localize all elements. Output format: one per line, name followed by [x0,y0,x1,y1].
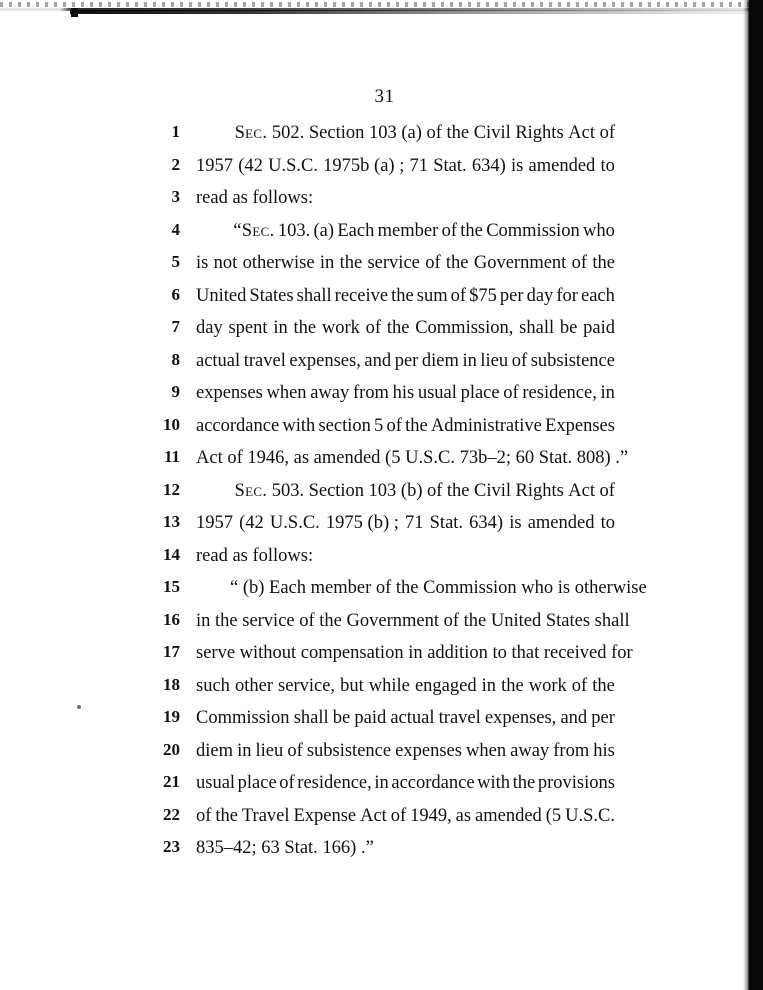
word: Government [473,253,567,273]
word: expenses, [289,350,361,371]
word: 634) [469,513,504,533]
line-number: 21 [163,772,180,791]
word: accordance [391,773,475,793]
word: Act [568,123,595,143]
word: is [509,513,522,533]
word: away [510,740,550,761]
word: but [340,675,364,696]
word: of [503,383,519,403]
word: Commission [196,708,290,728]
text-line [0,803,763,836]
word: his [392,383,415,403]
word: of [425,253,441,273]
word: when [266,383,307,403]
line-number: 7 [171,317,180,336]
word: the [339,253,363,273]
word: such [196,675,230,696]
scan-top-shadow-artifact [70,10,750,14]
word: Rights [515,123,564,143]
word: and [364,350,392,371]
line-content: Act of 1946, as amended (5 U.S.C. 73b–2; 60 Stat. 808) .” [196,448,629,468]
word: shall [296,285,332,306]
word: Sec. [234,480,268,501]
word: per [394,350,419,371]
word: with [282,415,316,436]
word: is [196,253,209,273]
word: diem [421,350,459,371]
line-text [196,543,615,569]
line-number: 12 [163,479,180,499]
text-line [0,478,763,511]
word: the [501,675,524,696]
word: expenses [395,740,462,761]
word: 71 [405,513,424,533]
word: each [580,285,615,306]
text-line [0,218,763,251]
text-line [0,283,763,316]
word: Civil [473,480,511,501]
word: $75 [469,285,497,306]
line-number: 6 [171,284,180,304]
text-line [0,575,763,608]
text-line [0,608,763,641]
word: receive [334,285,389,306]
word: 71 [409,155,429,176]
word: 1957 [196,513,233,533]
text-line [0,445,763,478]
word: per [591,708,615,728]
word: travel [243,350,286,371]
scan-top-corner-mark [71,8,78,17]
line-text [196,803,615,829]
word: Stat. [433,155,467,176]
word: the [293,318,317,338]
line-text [196,445,629,471]
text-line [0,250,763,283]
word: the [446,480,470,501]
word: in [273,318,288,338]
word: section [318,415,371,436]
line-text [196,218,615,244]
word: Act [568,480,596,501]
text-line [0,640,763,673]
line-number: 4 [171,219,180,239]
word: of [279,773,295,793]
word: 103 (b) [368,480,423,501]
word: Commission [486,220,580,241]
word: in [600,383,615,403]
line-content: “ (b) Each member of the Commission who is otherwise [230,578,647,598]
line-number: 17 [163,642,180,661]
word: work [321,318,360,338]
word: United [196,285,247,306]
line-number: 8 [171,349,180,369]
line-text [196,283,615,309]
word: paid [354,708,387,728]
word: day [196,318,223,338]
text-line [0,770,763,803]
word: Act [360,805,387,826]
word: the [386,318,410,338]
word: to [600,513,615,533]
line-number: 3 [171,187,180,206]
word: place [460,383,500,403]
word: of [390,805,407,826]
line-number: 13 [163,512,180,531]
word: U.S.C. [269,513,320,533]
word: Each [337,220,375,241]
line-content: 835–42; 63 Stat. 166) .” [196,838,374,858]
word: expenses [196,383,263,403]
word: Rights [515,480,564,501]
line-number: 15 [163,577,180,596]
word: usual [196,773,236,793]
text-line [0,153,763,186]
word: Sec. [234,123,268,143]
line-number: 14 [163,544,180,564]
word: the [215,805,238,826]
line-text [196,413,615,439]
text-line [0,835,763,868]
paragraph-indent [196,120,230,146]
word: 103 (a) [368,123,422,143]
word: shall [519,318,555,338]
word: 5 [374,415,384,436]
word: Administrative [430,415,542,436]
word: travel [438,708,481,728]
word: and [560,708,588,728]
text-line [0,315,763,348]
word: per [499,285,524,306]
word: of [287,740,303,761]
text-line [0,120,763,153]
text-line [0,738,763,771]
word: of [426,480,443,501]
text-line [0,380,763,413]
word: subsistence [306,740,392,761]
word: work [528,675,567,696]
word: 1957 [196,155,233,176]
line-number: 22 [163,804,180,824]
word: day [526,285,554,306]
word: Commission, [415,318,514,338]
word: as [455,805,472,826]
scan-top-dotted-artifact [0,2,763,7]
word: for [556,285,578,306]
word: 502. [271,123,305,143]
word: U.S.C. [565,805,615,826]
word: Expense [293,805,357,826]
word: of [450,285,467,306]
word: (42 [239,513,264,533]
word: U.S.C. [268,155,318,176]
text-line [0,543,763,576]
text-line [0,185,763,218]
word: the [592,253,615,273]
word: of [365,318,382,338]
line-number: 10 [163,414,180,434]
word: of [571,675,588,696]
word: 103. [277,220,311,241]
word: 1949, [410,805,452,826]
word: engaged [414,675,477,696]
line-text [196,575,647,601]
line-text [196,250,615,276]
word: (5 [545,805,562,826]
line-number: 11 [163,447,180,466]
word: 1975 (b) ; [325,513,399,533]
line-number: 5 [171,252,180,271]
line-content: read as follows: [196,545,314,566]
line-text [196,120,615,146]
line-number: 18 [163,674,180,694]
word: of [599,123,615,143]
line-number: 23 [163,837,180,856]
word: in [462,350,477,371]
line-text [196,835,615,861]
word: lieu [480,350,509,371]
line-number: 20 [163,739,180,759]
word: the [460,220,483,241]
word: Travel [241,805,290,826]
word: to [600,155,615,176]
word: of [441,220,457,241]
word: when [466,740,507,761]
word: usual [417,383,457,403]
word: be [332,708,351,728]
line-text [196,478,615,504]
line-number: 16 [163,609,180,629]
word: while [368,675,410,696]
word: from [553,740,590,761]
word: lieu [255,740,284,761]
word: “Sec. [233,220,275,241]
line-text [196,738,615,764]
word: Expenses [545,415,615,436]
word: of [571,253,588,273]
word: actual [390,708,435,728]
word: Stat. [429,513,464,533]
word: States [249,285,294,306]
word: otherwise [242,253,315,273]
word: Section [308,123,365,143]
line-text [196,640,633,666]
text-line [0,348,763,381]
word: in [237,740,252,761]
word: in [374,773,389,793]
word: amended [475,805,542,826]
word: sum [416,285,448,306]
text-line [0,413,763,446]
word: Section [308,480,365,501]
word: residence, [522,383,597,403]
word: is [510,155,524,176]
word: service, [278,675,336,696]
line-content: read as follows: [196,188,314,208]
word: with [477,773,511,793]
line-text [196,705,615,731]
line-content: serve without compensation in addition to that received for [196,643,633,663]
word: spent [228,318,268,338]
word: of [426,123,442,143]
word: 1975b (a) ; [323,155,405,176]
word: of [511,350,528,371]
word: subsistence [530,350,615,371]
line-text [196,770,615,796]
word: shall [293,708,329,728]
word: the [391,285,414,306]
word: the [405,415,428,436]
paragraph-indent [196,478,230,504]
word: amended [527,513,595,533]
word: actual [196,350,241,371]
text-line [0,705,763,738]
line-text [196,185,615,211]
line-text [196,608,630,634]
line-content: in the service of the Government of the United States shall [196,610,630,631]
word: diem [196,740,233,761]
document-body [0,120,763,868]
word: away [310,383,350,403]
word: the [445,253,469,273]
word: from [352,383,389,403]
word: accordance [196,415,280,436]
line-text [196,315,615,341]
word: expenses, [484,708,557,728]
word: in [481,675,497,696]
text-line [0,673,763,706]
word: of [599,480,615,501]
word: of [386,415,402,436]
word: Civil [473,123,511,143]
word: be [559,318,578,338]
line-number: 9 [171,382,180,401]
word: member [377,220,439,241]
word: of [196,805,212,826]
text-line [0,510,763,543]
word: the [446,123,470,143]
word: not [213,253,238,273]
word: in [319,253,335,273]
word: who [583,220,615,241]
word: his [593,740,615,761]
line-text [196,673,615,699]
word: residence, [297,773,372,793]
word: service [367,253,420,273]
line-text [196,153,615,179]
word: provisions [537,773,615,793]
word: other [234,675,273,696]
word: the [592,675,615,696]
line-number: 19 [163,707,180,726]
page-number [0,86,763,108]
line-text [196,380,615,406]
line-number: 1 [171,122,180,141]
paragraph-indent [196,218,230,244]
word: amended [528,155,596,176]
line-text [196,348,615,374]
line-text [196,510,615,536]
word: 503. [271,480,305,501]
word: 634) [471,155,506,176]
word: paid [583,318,615,338]
word: (42 [238,155,263,176]
word: place [237,773,277,793]
page-number-value: 31 [374,86,395,107]
word: the [512,773,536,793]
word: (a) [313,220,335,241]
line-number: 2 [171,154,180,174]
